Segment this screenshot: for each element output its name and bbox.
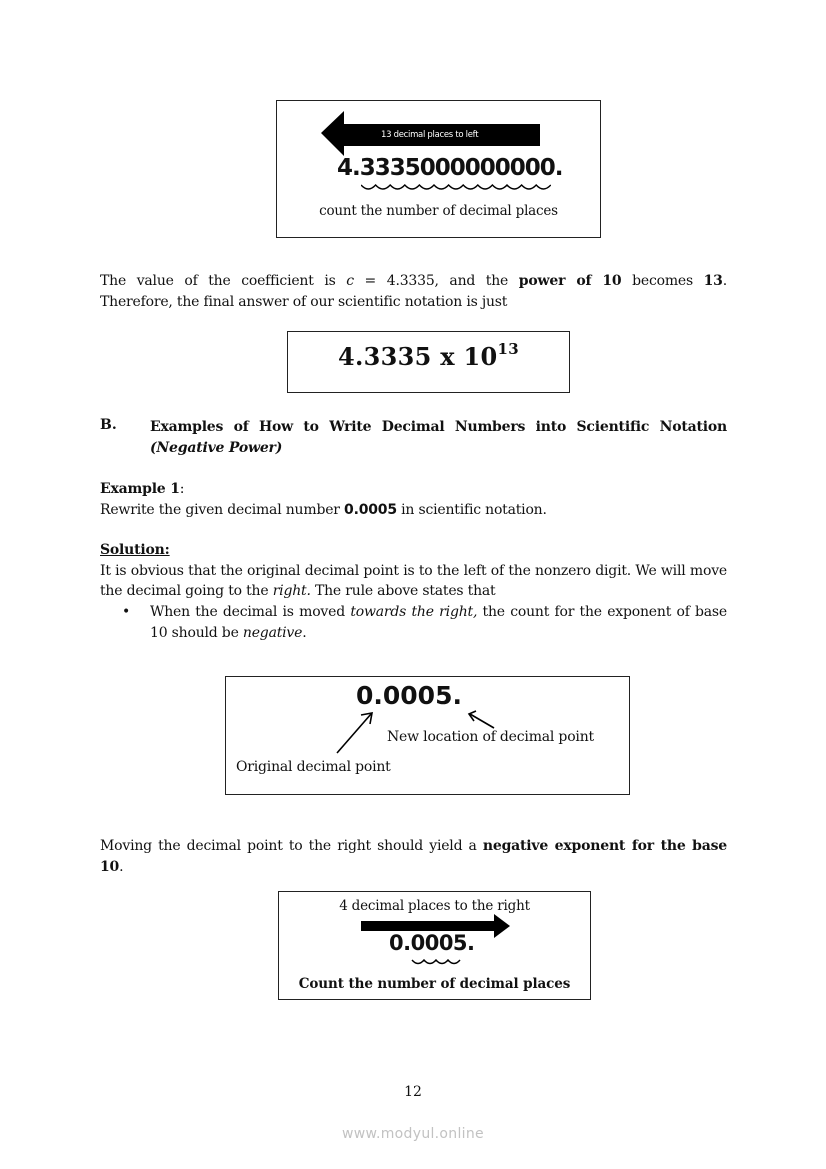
figure-decimal-places-left bbox=[276, 100, 601, 238]
watermark: www.modyul.online bbox=[342, 1126, 484, 1142]
section-title bbox=[150, 417, 727, 459]
answer-exponent: 13 bbox=[497, 340, 520, 358]
text: The value of the coefficient is bbox=[100, 273, 347, 289]
colon: : bbox=[179, 481, 185, 497]
decimal-number: 0.0005. bbox=[356, 681, 462, 710]
page-number: 12 bbox=[404, 1084, 422, 1100]
solution-heading bbox=[100, 540, 727, 561]
example-heading bbox=[100, 479, 727, 500]
example-title: Example 1 bbox=[100, 481, 180, 497]
arrow-label: 13 decimal places to left bbox=[381, 130, 479, 140]
text: It is obvious that the original decimal point is to the left of the nonzero digit. We will move the decimal going to the bbox=[100, 562, 727, 599]
example-prompt bbox=[100, 500, 727, 521]
paragraph-negative-exponent bbox=[100, 836, 727, 877]
section-title-text: Examples of How to Write Decimal Numbers into Scientific Notation bbox=[150, 419, 727, 435]
bullet-text bbox=[150, 602, 727, 643]
paragraph-coefficient bbox=[100, 271, 727, 312]
bold-exponent: 13 bbox=[703, 273, 723, 289]
solution-paragraph bbox=[100, 561, 727, 602]
scientific-notation-answer bbox=[288, 342, 569, 371]
paragraph-line-2: Therefore, the final answer of our scientific notation is just bbox=[100, 293, 508, 310]
bullet-icon: • bbox=[122, 604, 131, 620]
paragraph-line-1 bbox=[100, 271, 727, 292]
example-1 bbox=[100, 479, 727, 520]
text: the count for the exponent of base 10 should be bbox=[150, 604, 728, 641]
solution-title: Solution: bbox=[100, 542, 170, 558]
text: Moving the decimal point to the right should yield a bbox=[100, 838, 483, 854]
squiggle-underline-icon bbox=[361, 183, 551, 193]
given-number: 0.0005 bbox=[344, 501, 397, 518]
arrow-label: 4 decimal places to the right bbox=[339, 898, 530, 914]
figure-caption: count the number of decimal places bbox=[319, 203, 558, 219]
solution bbox=[100, 540, 727, 602]
italic-text: right. bbox=[272, 583, 311, 599]
text: When the decimal is moved bbox=[150, 604, 351, 620]
text: . bbox=[119, 858, 124, 875]
squiggle-underline-icon bbox=[412, 960, 460, 964]
decimal-number: 0.0005. bbox=[389, 931, 475, 955]
figure-caption: Count the number of decimal places bbox=[298, 976, 571, 992]
italic-text: towards the right, bbox=[350, 604, 478, 620]
new-location-label: New location of decimal point bbox=[387, 729, 594, 745]
text: . bbox=[302, 624, 307, 641]
figure-decimal-point-locations bbox=[225, 676, 630, 795]
section-subtitle: (Negative Power) bbox=[150, 440, 283, 456]
text: The rule above states that bbox=[310, 583, 496, 599]
figure-decimal-places-right bbox=[278, 891, 591, 1000]
text: becomes bbox=[621, 273, 704, 289]
answer-box bbox=[287, 331, 570, 393]
variable-c: c bbox=[346, 273, 354, 289]
paragraph-text bbox=[100, 836, 727, 877]
decimal-number: 4.3335000000000. bbox=[337, 155, 563, 181]
text: . bbox=[722, 273, 727, 289]
answer-base: 4.3335 x 10 bbox=[337, 342, 498, 371]
bold-text: power of 10 bbox=[518, 273, 622, 289]
section-letter: B. bbox=[100, 417, 117, 433]
bold-text: negative exponent for the base 10 bbox=[100, 838, 727, 875]
text: = 4.3335, and the bbox=[353, 273, 519, 289]
original-point-label: Original decimal point bbox=[236, 759, 391, 775]
italic-text: negative bbox=[242, 624, 303, 641]
text: Rewrite the given decimal number bbox=[100, 501, 345, 518]
text: in scientific notation. bbox=[396, 501, 547, 518]
